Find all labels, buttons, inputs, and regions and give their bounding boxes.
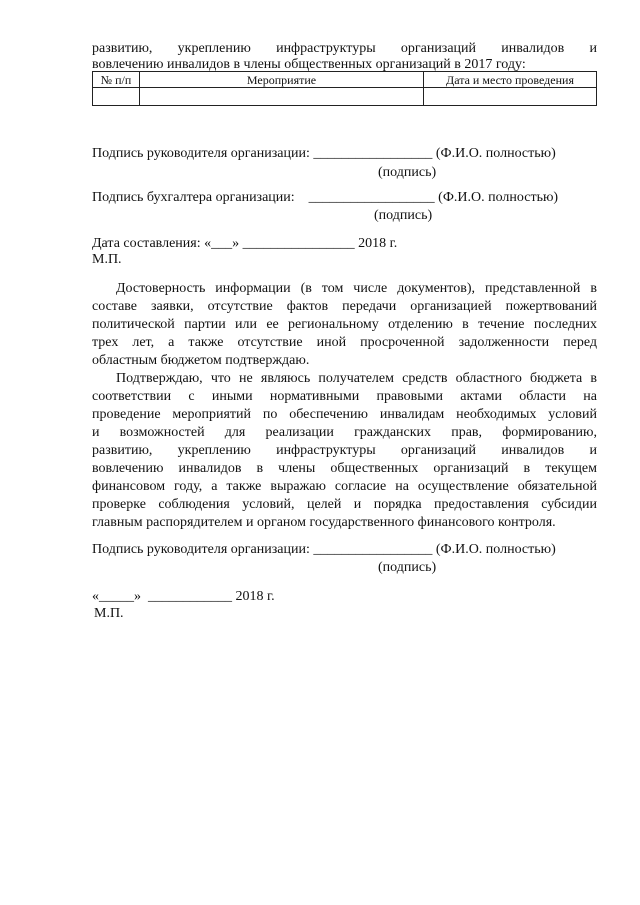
intro-line-1: развитию, укреплению инфраструктуры организаций инвалидов и <box>92 41 597 56</box>
paragraph-1-line: составе заявки, отсутствие фактов передачи организацией пожертвований <box>92 299 597 314</box>
paragraph-2-line: развитию, укреплению инфраструктуры организаций инвалидов и <box>92 443 597 458</box>
date-composed-label: Дата составления: «___» ________________ 2018 г. <box>92 236 398 251</box>
table-cell <box>93 88 140 106</box>
paragraph-2-line: соответствии с иными нормативными правовыми актами области на <box>92 389 597 404</box>
paragraph-2-line: финансовом году, а также выражаю согласие на осуществление обязательной <box>92 479 597 494</box>
signature-head-caption: (подпись) <box>378 165 437 180</box>
intro-line-2: вовлечению инвалидов в члены общественных организаций в 2017 году: <box>92 57 526 72</box>
table-header-date-place: Дата и место проведения <box>424 72 597 88</box>
signature-head-2-caption: (подпись) <box>378 560 437 575</box>
stamp-label: М.П. <box>92 252 122 267</box>
paragraph-1-line: трех лет, а также отсутствие иной просроченной задолженности перед <box>92 335 597 350</box>
paragraph-2-line: главным распорядителем и органом государственного финансового контроля. <box>92 515 556 530</box>
events-table <box>92 71 597 106</box>
paragraph-2-line: проверке соблюдения условий, целей и порядка предоставления субсидии <box>92 497 597 512</box>
signature-accountant-caption: (подпись) <box>374 208 433 223</box>
signature-head-label: Подпись руководителя организации: _________________ (Ф.И.О. полностью) <box>92 146 556 161</box>
paragraph-1-line: областным бюджетом подтверждаю. <box>92 353 310 368</box>
signature-head-2-label: Подпись руководителя организации: _________________ (Ф.И.О. полностью) <box>92 542 556 557</box>
final-date-label: «_____» ____________ 2018 г. <box>92 589 275 604</box>
table-cell <box>140 88 424 106</box>
table-cell <box>424 88 597 106</box>
paragraph-2-line: и возможностей для реализации гражданских прав, формированию, <box>92 425 597 440</box>
paragraph-1-line: Достоверность информации (в том числе документов), представленной в <box>116 281 597 296</box>
table-row <box>93 88 597 106</box>
table-header-event: Мероприятие <box>140 72 424 88</box>
table-header-row <box>93 72 597 88</box>
paragraph-2-line: вовлечению инвалидов в члены общественных организаций в текущем <box>92 461 597 476</box>
paragraph-1-line: политической партии или ее региональному отделению в течение последних <box>92 317 597 332</box>
signature-accountant-label: Подпись бухгалтера организации: __________________ (Ф.И.О. полностью) <box>92 190 559 205</box>
final-stamp-label: М.П. <box>94 606 124 621</box>
paragraph-2-line: Подтверждаю, что не являюсь получателем средств областного бюджета в <box>116 371 597 386</box>
table-header-number: № п/п <box>93 72 140 88</box>
paragraph-2-line: проведение мероприятий по обеспечению инвалидам необходимых условий <box>92 407 597 422</box>
